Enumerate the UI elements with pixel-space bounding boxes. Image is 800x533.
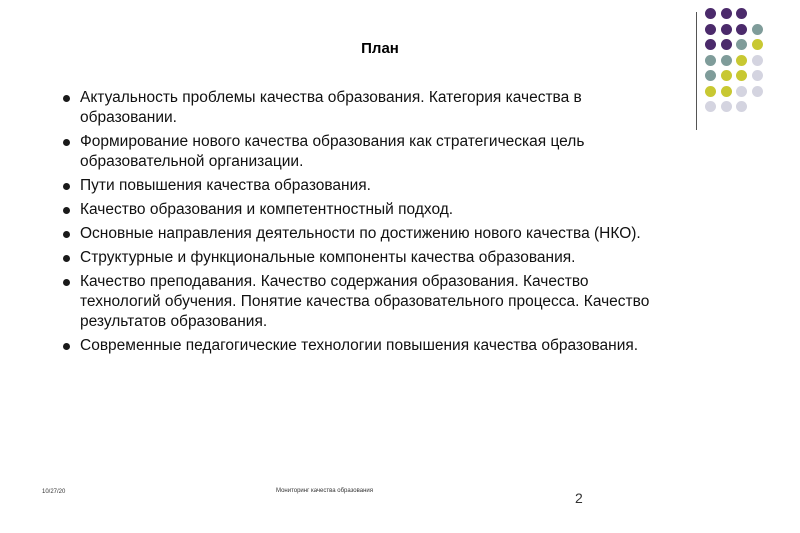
- bullet-item: Качество образования и компетентностный подход.: [60, 200, 670, 220]
- bullet-item: Актуальность проблемы качества образования. Категория качества в образовании.: [60, 88, 670, 128]
- decorative-dot-icon: [705, 70, 716, 81]
- decorative-dot-icon: [752, 39, 763, 50]
- decorative-dot-icon: [705, 101, 716, 112]
- bullet-item: Основные направления деятельности по достижению нового качества (НКО).: [60, 224, 670, 244]
- bullet-dot-icon: [63, 231, 70, 238]
- bullet-dot-icon: [63, 343, 70, 350]
- decorative-dot-icon: [705, 39, 716, 50]
- bullet-dot-icon: [63, 139, 70, 146]
- footer-title: Мониторинг качества образования: [276, 488, 374, 494]
- bullet-item: Формирование нового качества образования как стратегическая цель образовательной организации.: [60, 132, 670, 172]
- decorative-dot-icon: [705, 8, 716, 19]
- decorative-dot-icon: [721, 39, 732, 50]
- bullet-dot-icon: [63, 207, 70, 214]
- decorative-dot-icon: [705, 55, 716, 66]
- bullet-list: [60, 88, 670, 360]
- decorative-dot-icon: [721, 86, 732, 97]
- decorative-dot-icon: [752, 70, 763, 81]
- decorative-divider: [696, 12, 697, 130]
- decorative-dot-icon: [736, 8, 747, 19]
- decorative-dot-icon: [721, 8, 732, 19]
- decorative-dot-icon: [721, 70, 732, 81]
- bullet-item: Качество преподавания. Качество содержания образования. Качество технологий обучения. Понятие качества образовательного процесса. Качество результатов образования.: [60, 272, 670, 332]
- decorative-dot-icon: [705, 86, 716, 97]
- decorative-dot-icon: [721, 55, 732, 66]
- bullet-dot-icon: [63, 183, 70, 190]
- decorative-dot-icon: [721, 24, 732, 35]
- decorative-dot-icon: [736, 70, 747, 81]
- decorative-dot-icon: [752, 24, 763, 35]
- bullet-dot-icon: [63, 95, 70, 102]
- bullet-item: Структурные и функциональные компоненты качества образования.: [60, 248, 670, 268]
- decorative-dot-icon: [736, 39, 747, 50]
- bullet-item: Современные педагогические технологии повышения качества образования.: [60, 336, 670, 356]
- decorative-dot-icon: [752, 86, 763, 97]
- bullet-dot-icon: [63, 255, 70, 262]
- slide-title: План: [361, 40, 399, 57]
- decorative-dot-icon: [705, 24, 716, 35]
- bullet-item: Пути повышения качества образования.: [60, 176, 670, 196]
- decorative-dot-icon: [752, 55, 763, 66]
- decorative-dot-icon: [721, 101, 732, 112]
- decorative-dot-icon: [736, 55, 747, 66]
- decorative-dot-icon: [736, 101, 747, 112]
- footer-date: 10/27/20: [42, 489, 66, 495]
- decorative-dot-icon: [736, 86, 747, 97]
- decorative-dot-icon: [736, 24, 747, 35]
- bullet-dot-icon: [63, 279, 70, 286]
- page-number: 2: [575, 490, 583, 506]
